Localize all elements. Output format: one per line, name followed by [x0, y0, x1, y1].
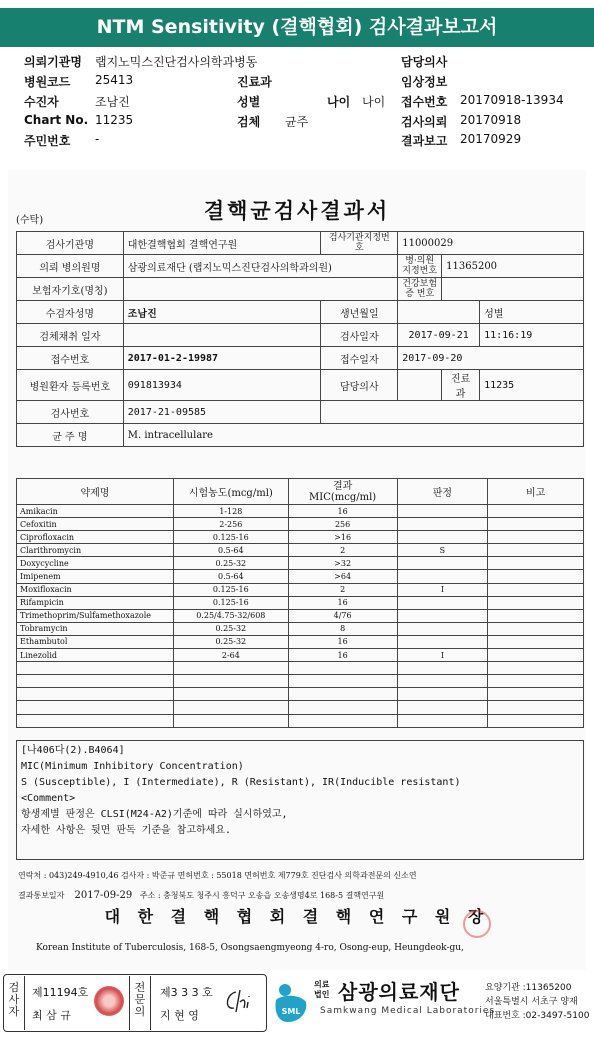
- clinical-label: 임상정보: [401, 75, 448, 89]
- cell-conc: 2-64: [173, 649, 288, 662]
- cell-judge: [397, 505, 488, 518]
- cell-drug: Doxycycline: [17, 557, 174, 570]
- table-row: [17, 505, 584, 518]
- institute-address-en: Korean Institute of Tuberculosis, 168-5, Osongsaengmyeong 4-ro, Osong-eup, Heungdeok-gu,: [36, 943, 464, 953]
- test-no-label: 검사번호: [17, 401, 124, 424]
- cell-conc: [173, 714, 288, 727]
- table-row: [17, 635, 584, 648]
- cell-mic: [288, 701, 397, 714]
- dob-label: 생년월일: [321, 301, 398, 324]
- notify-label: 결과통보일자: [18, 891, 65, 900]
- cell-drug: Cefoxitin: [17, 518, 174, 531]
- cell-drug: Linezolid: [17, 649, 174, 662]
- header-result-line1: 결과: [332, 480, 353, 492]
- org-address: 서울특별시 서초구 양재: [485, 997, 578, 1007]
- sutak-label: (수탁): [16, 215, 44, 226]
- address: 주소 : 충청북도 청주시 흥덕구 오송읍 오송생명4로 168-5 결핵연구원: [139, 891, 385, 900]
- report-heading: 결핵균검사결과서: [203, 198, 391, 223]
- cell-conc: 0.125-16: [173, 531, 288, 544]
- cell-judge: I: [397, 583, 488, 596]
- cell-judge: [397, 635, 488, 648]
- notify-line: [18, 890, 384, 901]
- institution-label: 의뢰기관명: [24, 55, 82, 69]
- report-label: 결과보고: [401, 134, 448, 148]
- note-line: 항생제별 판정은 CLSI(M24-A2)기준에 따라 실시하였고,: [21, 809, 288, 820]
- collect-value: [123, 324, 321, 347]
- cell-drug: Amikacin: [17, 505, 174, 518]
- lab-value: 대한결핵협회 결핵연구원: [123, 232, 321, 255]
- divider: [150, 976, 151, 1030]
- cell-mic: 16: [288, 505, 397, 518]
- cell-drug: [17, 701, 174, 714]
- cell-drug: Ethambutol: [17, 635, 174, 648]
- table-row: [17, 609, 584, 622]
- cell-note: [488, 701, 584, 714]
- cell-drug: [17, 662, 174, 675]
- cell-note: [488, 583, 584, 596]
- table-row: [17, 675, 584, 688]
- signature-strip: [0, 972, 594, 1040]
- cell-conc: 0.25-32: [173, 635, 288, 648]
- cell-note: [488, 714, 584, 727]
- lab-label: 검사기관명: [17, 232, 124, 255]
- org-phone: 대표번호 :02-3497-5100: [485, 1011, 590, 1021]
- patient-table: [16, 231, 584, 447]
- cell-mic: >16: [288, 531, 397, 544]
- note-line: S (Susceptible), I (Intermediate), R (Resistant), IR(Inducible resistant): [21, 777, 461, 788]
- cell-conc: [173, 662, 288, 675]
- ins-label: 보험자기호(명칭): [17, 278, 124, 301]
- institution-value: 랩지노믹스진단검사의학과병동: [95, 55, 258, 69]
- reg-label: 병원환자 등록번호: [17, 370, 124, 401]
- chart-label: Chart No.: [24, 113, 89, 127]
- tester-vlabel: 검사자: [8, 981, 20, 1018]
- cell-judge: [397, 675, 488, 688]
- table-row: [17, 531, 584, 544]
- cell-conc: 0.125-16: [173, 583, 288, 596]
- specialist-name: 지 현 영: [160, 1009, 199, 1022]
- table-row: [17, 701, 584, 714]
- cell-mic: >64: [288, 570, 397, 583]
- header-judge: 판정: [397, 479, 488, 505]
- cell-drug: Imipenem: [17, 570, 174, 583]
- header-drug: 약제명: [17, 479, 174, 505]
- note-line: 자세한 사항은 뒷면 판독 기준을 참고하세요.: [21, 825, 232, 836]
- recv-no-value: 2017-01-2-19987: [123, 347, 321, 370]
- cell-conc: 0.5-64: [173, 570, 288, 583]
- cell-judge: [397, 622, 488, 635]
- cell-conc: [173, 675, 288, 688]
- tester-license: 제11194호: [32, 986, 89, 999]
- cell-drug: [17, 675, 174, 688]
- seal-icon: [94, 986, 124, 1016]
- test-no-blank: [321, 401, 584, 424]
- receipt-label: 접수번호: [401, 95, 448, 109]
- cell-drug: [17, 714, 174, 727]
- cell-note: [488, 675, 584, 688]
- hospital-code-value: 25413: [95, 73, 134, 87]
- cell-note: [488, 531, 584, 544]
- cell-conc: [173, 701, 288, 714]
- cell-mic: 8: [288, 622, 397, 635]
- org-name: 삼광의료재단: [338, 980, 460, 1004]
- cell-drug: Clarithromycin: [17, 544, 174, 557]
- strain-label: 균 주 명: [17, 424, 124, 447]
- cell-judge: [397, 570, 488, 583]
- patient-label: 수진자: [24, 95, 59, 109]
- drug-table: [16, 478, 584, 728]
- cell-mic: 4/76: [288, 609, 397, 622]
- header-note: 비고: [488, 479, 584, 505]
- official-stamp: [463, 910, 491, 938]
- cell-judge: [397, 688, 488, 701]
- cell-mic: 16: [288, 649, 397, 662]
- table-row: [17, 688, 584, 701]
- cell-note: [488, 662, 584, 675]
- table-row: [17, 518, 584, 531]
- request-label: 검사의뢰: [401, 115, 448, 129]
- comments-box: [16, 740, 584, 860]
- cell-conc: 0.25-32: [173, 622, 288, 635]
- cell-judge: [397, 609, 488, 622]
- cell-conc: 2-256: [173, 518, 288, 531]
- hosp-id-value: 11365200: [442, 255, 584, 278]
- cell-note: [488, 570, 584, 583]
- request-date: 20170918: [460, 113, 522, 127]
- health-value: [442, 278, 584, 301]
- reg-value: 091813934: [123, 370, 321, 401]
- cell-judge: [397, 714, 488, 727]
- cell-judge: I: [397, 649, 488, 662]
- cell-judge: [397, 701, 488, 714]
- cell-note: [488, 518, 584, 531]
- name-label: 수검자성명: [17, 301, 124, 324]
- cell-drug: Trimethoprim/Sulfamethoxazole: [17, 609, 174, 622]
- dept-value: 11235: [480, 370, 584, 401]
- dept-label: 진료과: [237, 75, 272, 89]
- lab-id-value: 11000029: [398, 232, 584, 255]
- cell-drug: [17, 688, 174, 701]
- collect-label: 검체채취 일자: [17, 324, 124, 347]
- cell-mic: >32: [288, 557, 397, 570]
- cell-note: [488, 596, 584, 609]
- doc-label: 담당의사: [321, 370, 398, 401]
- hosp-id-label: 병·의원지정번호: [398, 255, 442, 278]
- notify-date: 2017-09-29: [74, 890, 133, 901]
- org-name-en: Samkwang Medical Laboratories: [320, 1006, 496, 1016]
- receipt-value: 20170918-13934: [460, 93, 564, 107]
- header-result: [288, 479, 397, 505]
- cell-conc: 0.25/4.75-32/608: [173, 609, 288, 622]
- cell-note: [488, 609, 584, 622]
- sml-text: SML: [281, 1007, 301, 1016]
- cell-judge: S: [397, 544, 488, 557]
- cell-conc: 0.5-64: [173, 544, 288, 557]
- lab-id-label: 검사기관지정번호: [321, 232, 398, 255]
- cell-conc: [173, 688, 288, 701]
- specialist-vlabel: 전문의: [134, 981, 146, 1018]
- cell-mic: [288, 688, 397, 701]
- chart-value: 11235: [95, 113, 134, 127]
- signature-icon: [222, 986, 256, 1016]
- hosp-value: 삼광의료재단 (랩지노믹스진단검사의학과의원): [123, 255, 397, 278]
- cell-judge: [397, 557, 488, 570]
- test-time-value: 11:16:19: [480, 324, 584, 347]
- cell-mic: 16: [288, 635, 397, 648]
- cell-note: [488, 544, 584, 557]
- table-row: [17, 583, 584, 596]
- test-date-value: 2017-09-21: [398, 324, 480, 347]
- dept-label-cell: 진료과: [442, 370, 480, 401]
- rrn-value: -: [95, 132, 100, 146]
- cell-drug: Rifampicin: [17, 596, 174, 609]
- cell-mic: [288, 714, 397, 727]
- specimen-label: 검체: [237, 115, 261, 129]
- table-row: [17, 714, 584, 727]
- hospital-code-label: 병원코드: [24, 75, 71, 89]
- cell-drug: Ciprofloxacin: [17, 531, 174, 544]
- note-line: MIC(Minimum Inhibitory Concentration): [21, 761, 244, 772]
- cell-mic: [288, 662, 397, 675]
- cell-conc: 0.125-16: [173, 596, 288, 609]
- table-row: [17, 622, 584, 635]
- table-row: [17, 557, 584, 570]
- age-label: 나이: [327, 95, 351, 109]
- header-conc: 시험농도(mcg/ml): [173, 479, 288, 505]
- note-line: [나406다(2).B4064]: [21, 745, 125, 756]
- divider: [24, 976, 25, 1030]
- health-label: 건강보험증 번호: [398, 278, 442, 301]
- cell-mic: 256: [288, 518, 397, 531]
- cell-mic: 16: [288, 596, 397, 609]
- cell-mic: [288, 675, 397, 688]
- cell-judge: [397, 662, 488, 675]
- age-value: 나이: [362, 95, 386, 109]
- cell-drug: Tobramycin: [17, 622, 174, 635]
- hosp-label: 의뢰 병의원명: [17, 255, 124, 278]
- cell-note: [488, 649, 584, 662]
- table-row: [17, 596, 584, 609]
- sex-cell: [480, 301, 584, 324]
- sml-logo-icon: [272, 978, 310, 1024]
- doc-value: [398, 370, 442, 401]
- cell-judge: [397, 531, 488, 544]
- recv-no-label: 접수번호: [17, 347, 124, 370]
- strain-value: M. intracellulare: [123, 424, 583, 447]
- institute-name: 대 한 결 핵 협 회 결 핵 연 구 원 장: [104, 907, 490, 926]
- table-row: [17, 662, 584, 675]
- cell-judge: [397, 596, 488, 609]
- cell-drug: Moxifloxacin: [17, 583, 174, 596]
- note-line: <Comment>: [21, 793, 76, 804]
- sex-label-cell: 성별: [484, 308, 504, 320]
- specimen-value: 균주: [285, 115, 309, 129]
- tester-name: 최 삼 규: [32, 1009, 71, 1022]
- cell-conc: 1-128: [173, 505, 288, 518]
- sex-label: 성별: [237, 95, 261, 109]
- report-date: 20170929: [460, 132, 522, 146]
- doctor-label: 담당의사: [401, 55, 448, 69]
- table-row: [17, 649, 584, 662]
- cell-note: [488, 505, 584, 518]
- header-result-line2: MIC(mcg/ml): [309, 491, 377, 503]
- test-no-value: 2017-21-09585: [123, 401, 321, 424]
- patient-value: 조남진: [95, 95, 130, 109]
- recv-date-value: 2017-09-20: [398, 347, 584, 370]
- cell-conc: 0.25-32: [173, 557, 288, 570]
- cell-note: [488, 635, 584, 648]
- cell-mic: 2: [288, 583, 397, 596]
- table-row: [17, 570, 584, 583]
- cell-mic: 2: [288, 544, 397, 557]
- cell-note: [488, 688, 584, 701]
- test-date-label: 검사일자: [321, 324, 398, 347]
- rrn-label: 주민번호: [24, 134, 71, 148]
- recv-date-label: 접수일자: [321, 347, 398, 370]
- cell-note: [488, 557, 584, 570]
- contact-line: 연락처 : 043)249-4910,46 검사자 : 박준규 면허번호 : 55018 면허번호 제779호 진단검사 의학과전문의 신소연: [18, 871, 417, 880]
- dob-value: [398, 301, 480, 324]
- report-title-bar: NTM Sensitivity (결핵협회) 검사결과보고서: [0, 8, 594, 47]
- cell-note: [488, 622, 584, 635]
- org-prefix: 의료법인: [314, 980, 330, 999]
- divider: [129, 976, 130, 1030]
- specialist-license: 제3 3 3 호: [160, 986, 213, 999]
- ins-value: [123, 278, 397, 301]
- scanned-report: [8, 170, 586, 970]
- name-value: 조남진: [123, 301, 321, 324]
- table-row: [17, 544, 584, 557]
- cell-judge: [397, 518, 488, 531]
- care-no: 요양기관 :11365200: [485, 983, 572, 993]
